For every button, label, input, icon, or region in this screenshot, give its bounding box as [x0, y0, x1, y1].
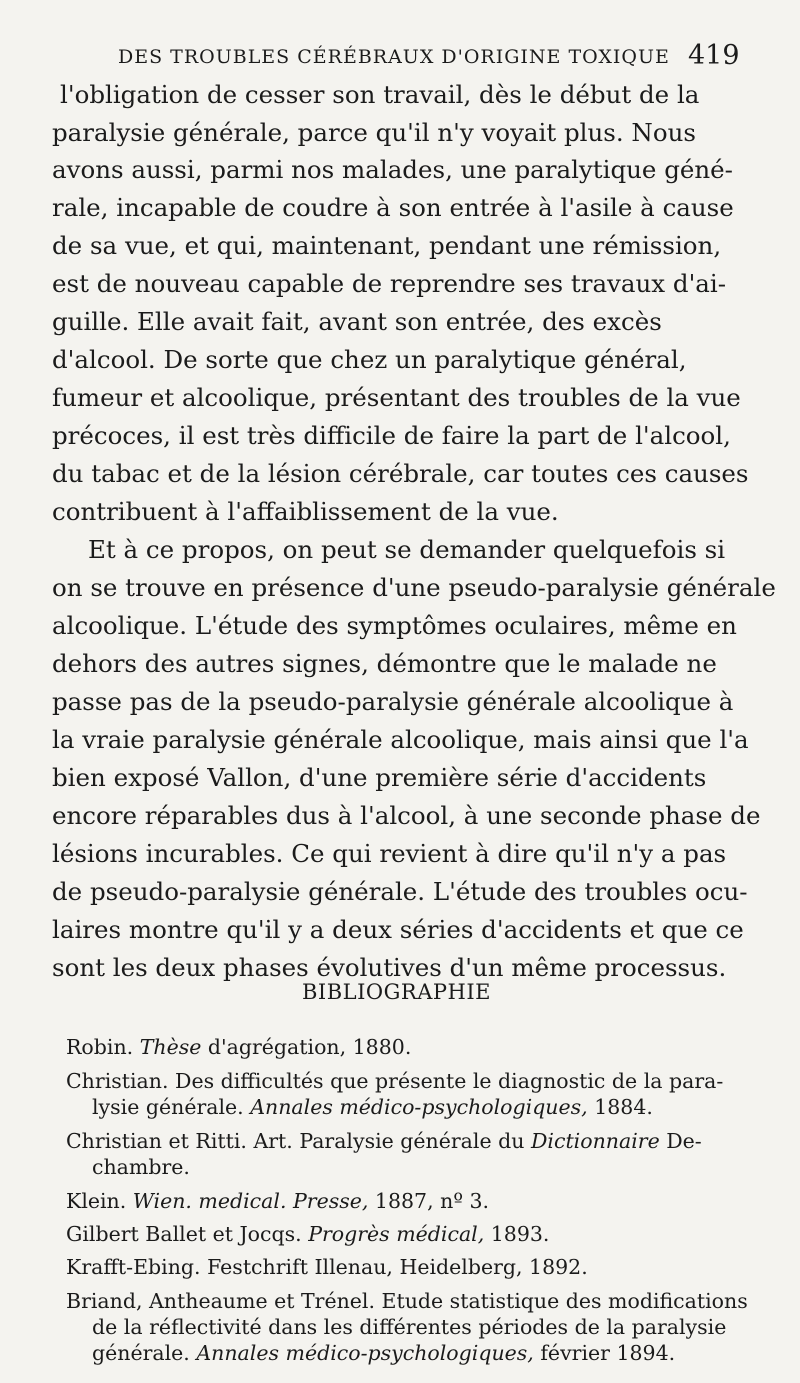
text-line: sont les deux phases évolutives d'un même processus. — [52, 953, 727, 982]
text-line: de pseudo-paralysie générale. L'étude des troubles ocu- — [52, 877, 748, 906]
page-number: 419 — [688, 40, 740, 71]
running-header — [0, 40, 800, 74]
text-line: d'alcool. De sorte que chez un paralytique général, — [52, 345, 687, 374]
text-line: alcoolique. L'étude des symptômes oculaires, même en — [52, 611, 737, 640]
text-line: du tabac et de la lésion cérébrale, car toutes ces causes — [52, 459, 749, 488]
text-line: paralysie générale, parce qu'il n'y voyait plus. Nous — [52, 118, 696, 147]
text-line: la vraie paralysie générale alcoolique, mais ainsi que l'a — [52, 725, 749, 754]
text-line: passe pas de la pseudo-paralysie générale alcoolique à — [52, 687, 734, 716]
text-line: contribuent à l'affaiblissement de la vue. — [52, 497, 559, 526]
bibliography-entry-continuation: lysie générale. Annales médico-psychologiques, 1884. — [92, 1095, 653, 1119]
text-line: encore réparables dus à l'alcool, à une seconde phase de — [52, 801, 761, 830]
bibliography-entry-continuation: de la réflectivité dans les différentes périodes de la paralysie — [92, 1315, 727, 1339]
text-line: précoces, il est très difficile de faire la part de l'alcool, — [52, 421, 731, 450]
bibliography-entry: Christian. Des difficultés que présente le diagnostic de la para- — [66, 1069, 724, 1093]
bibliography-heading: BIBLIOGRAPHIE — [302, 980, 491, 1004]
text-line: guille. Elle avait fait, avant son entrée, des excès — [52, 307, 662, 336]
text-line: lésions incurables. Ce qui revient à dire qu'il n'y a pas — [52, 839, 727, 868]
bibliography-entry: Christian et Ritti. Art. Paralysie générale du Dictionnaire De- — [66, 1129, 702, 1153]
text-line: l'obligation de cesser son travail, dès le début de la — [60, 80, 700, 109]
running-title: DES TROUBLES CÉRÉBRAUX D'ORIGINE TOXIQUE — [118, 46, 670, 68]
text-line: Et à ce propos, on peut se demander quelquefois si — [88, 535, 726, 564]
bibliography-entry: Krafft-Ebing. Festchrift Illenau, Heidelberg, 1892. — [66, 1255, 588, 1279]
bibliography-entry-continuation: générale. Annales médico-psychologiques, février 1894. — [92, 1341, 676, 1365]
text-line: laires montre qu'il y a deux séries d'accidents et que ce — [52, 915, 744, 944]
text-line: de sa vue, et qui, maintenant, pendant une rémission, — [52, 231, 722, 260]
text-line: fumeur et alcoolique, présentant des troubles de la vue — [52, 383, 741, 412]
text-line: dehors des autres signes, démontre que le malade ne — [52, 649, 717, 678]
text-line: est de nouveau capable de reprendre ses travaux d'ai- — [52, 269, 727, 298]
bibliography-entry: Briand, Antheaume et Trénel. Etude statistique des modifications — [66, 1289, 748, 1313]
text-line: bien exposé Vallon, d'une première série d'accidents — [52, 763, 707, 792]
text-line: avons aussi, parmi nos malades, une paralytique géné- — [52, 155, 733, 184]
text-line: rale, incapable de coudre à son entrée à l'asile à cause — [52, 193, 734, 222]
text-line: on se trouve en présence d'une pseudo-paralysie générale — [52, 573, 776, 602]
bibliography-entry: Klein. Wien. medical. Presse, 1887, nº 3. — [66, 1189, 490, 1213]
bibliography-entry: Gilbert Ballet et Jocqs. Progrès médical, 1893. — [66, 1222, 550, 1246]
bibliography-entry: Robin. Thèse d'agrégation, 1880. — [66, 1035, 412, 1059]
bibliography-entry-continuation: chambre. — [92, 1155, 190, 1179]
